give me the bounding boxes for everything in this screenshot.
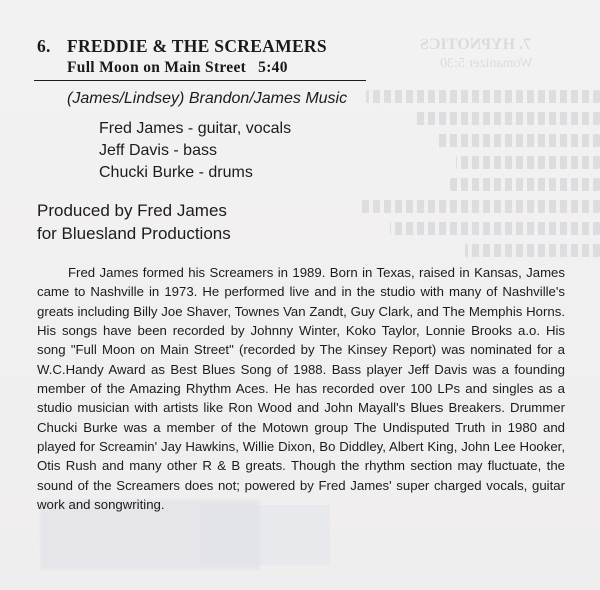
track-title: Full Moon on Main Street — [67, 59, 247, 76]
publisher-credit: (James/Lindsey) Brandon/James Music — [67, 90, 348, 107]
track-title-line — [67, 59, 288, 77]
personnel-item: Fred James - guitar, vocals — [99, 120, 292, 137]
show-through-heading: 7. HYPNOTICS — [420, 36, 532, 53]
artist-biography: Fred James formed his Screamers in 1989. Born in Texas, raised in Kansas, James came to Nashville in 1973. He performed live and in the studio with many of Nashville's greats including Billy Joe Shaver, Townes Van Zandt, Guy Clark, and The Memphis Horns. His songs have been recorded by Johnny Winter, Koko Taylor, Lonnie Brooks a.o. His song "Full Moon on Main Street" (recorded by The Kinsey Report) was nominated for a W.C.Handy Award as Best Blues Song of 1988. Bass player Jeff Davis was a founding member of the Amazing Rhythm Aces. He has recorded over 100 LPs and singles as a studio musician with artists like Ron Wood and John Mayall's Blues Breakers. Drummer Chucki Burke was a member of the Motown group The Undisputed Truth in 1980 and played for Screamin' Jay Hawkins, Willie Dixon, Bo Diddley, Albert King, John Lee Hooker, Otis Rush and many other R & B greats. Though the rhythm section may fluctuate, the sound of the Screamers does not; powered by Fred James' super charged vocals, guitar work and songwriting. — [37, 265, 565, 513]
personnel-item: Chucki Burke - drums — [99, 164, 253, 181]
production-credit — [37, 199, 231, 245]
track-duration: 5:40 — [258, 59, 288, 76]
production-company-line: for Bluesland Productions — [37, 224, 231, 243]
personnel-list — [99, 118, 291, 184]
show-through-text — [420, 36, 595, 96]
show-through-subheading: Womanizer 5:30 — [440, 56, 533, 71]
track-number: 6. — [37, 36, 51, 56]
heading-rule — [34, 80, 366, 81]
track-heading — [37, 36, 327, 57]
personnel-item: Jeff Davis - bass — [99, 142, 217, 159]
track-artist: FREDDIE & THE SCREAMERS — [67, 36, 327, 56]
show-through-lines — [300, 90, 600, 270]
producer-line: Produced by Fred James — [37, 201, 227, 220]
